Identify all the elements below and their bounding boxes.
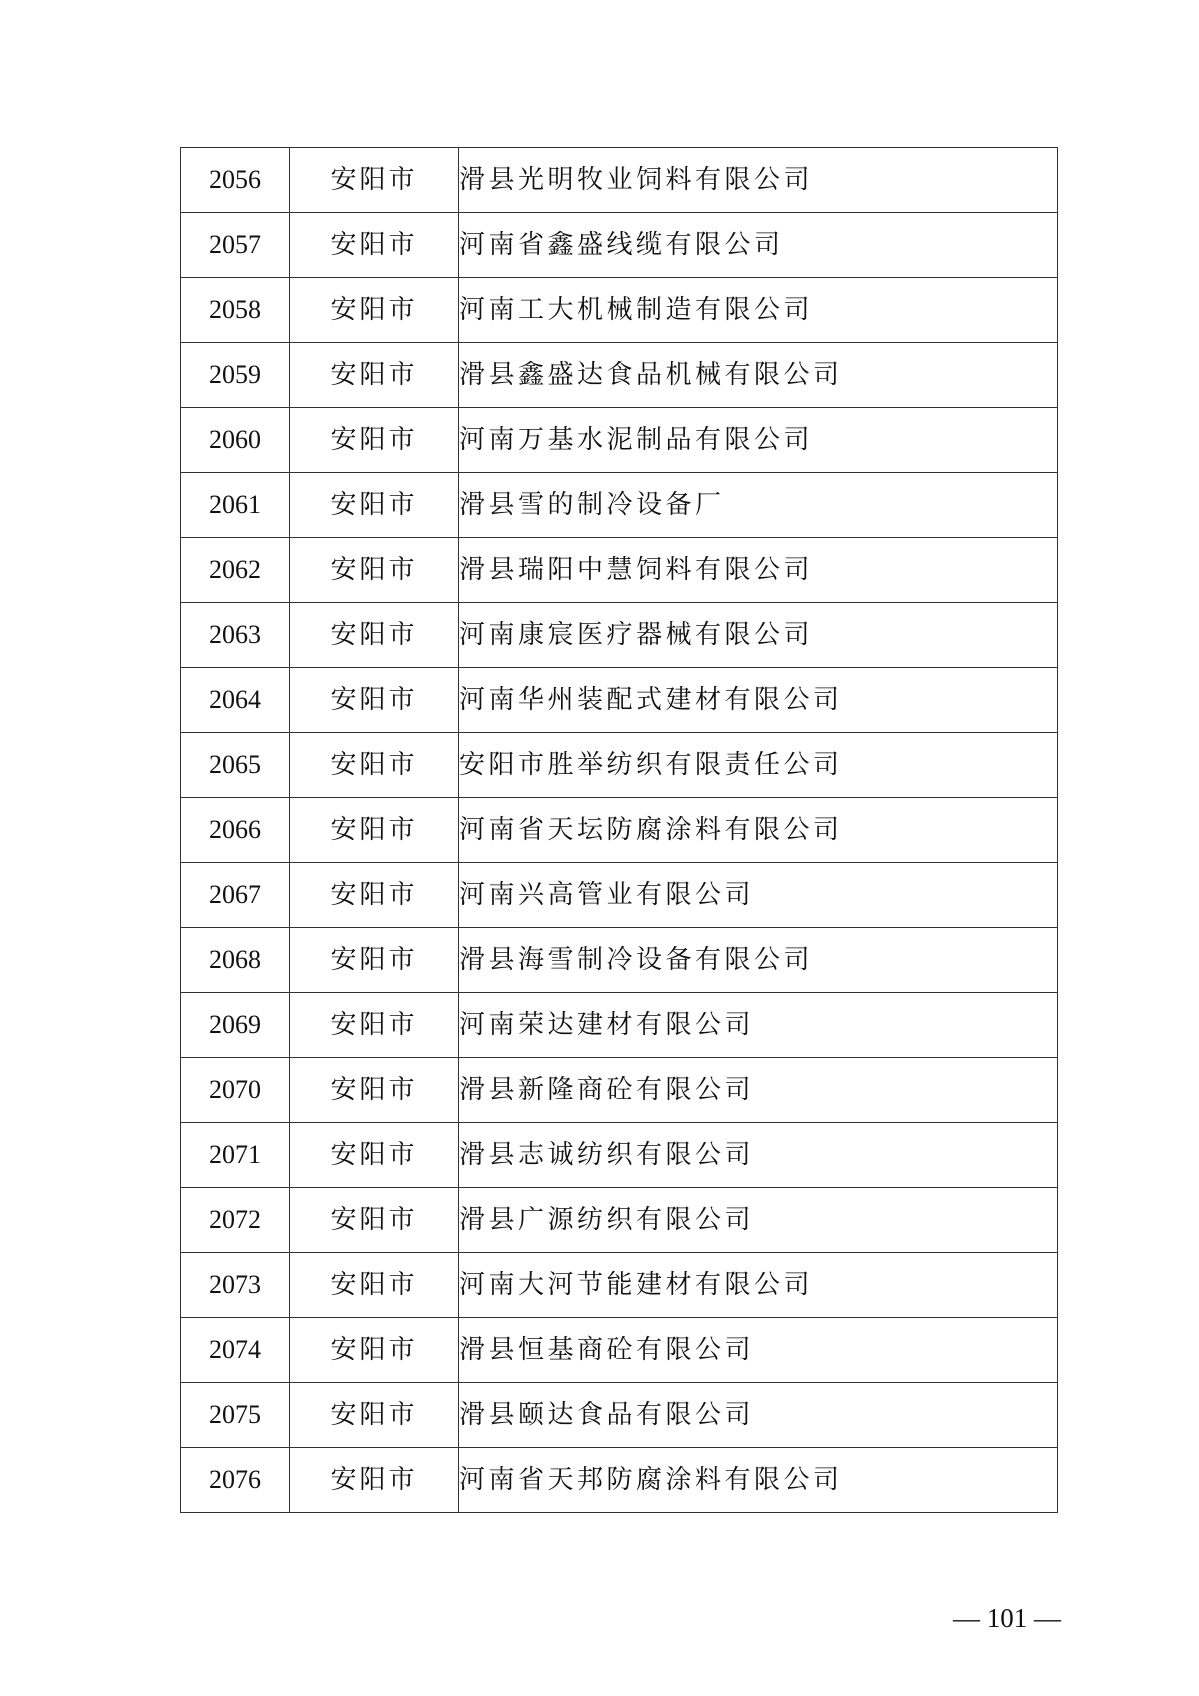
table-body <box>181 148 1058 1513</box>
table-row <box>181 733 1058 798</box>
table-row <box>181 1318 1058 1383</box>
row-number-cell: 2065 <box>181 733 290 798</box>
city-cell: 安阳市 <box>290 1123 459 1188</box>
city-cell: 安阳市 <box>290 993 459 1058</box>
table-row <box>181 148 1058 213</box>
city-cell: 安阳市 <box>290 408 459 473</box>
city-cell: 安阳市 <box>290 798 459 863</box>
table-row <box>181 1253 1058 1318</box>
city-cell: 安阳市 <box>290 1188 459 1253</box>
table-row <box>181 538 1058 603</box>
city-cell: 安阳市 <box>290 668 459 733</box>
row-number-cell: 2056 <box>181 148 290 213</box>
city-cell: 安阳市 <box>290 1318 459 1383</box>
table-row <box>181 1058 1058 1123</box>
table-row <box>181 213 1058 278</box>
city-cell: 安阳市 <box>290 1058 459 1123</box>
city-cell: 安阳市 <box>290 1383 459 1448</box>
table-row <box>181 278 1058 343</box>
table-row <box>181 1123 1058 1188</box>
row-number-cell: 2061 <box>181 473 290 538</box>
company-name-cell: 滑县鑫盛达食品机械有限公司 <box>459 343 1058 408</box>
company-name-cell: 滑县光明牧业饲料有限公司 <box>459 148 1058 213</box>
city-cell: 安阳市 <box>290 1253 459 1318</box>
city-cell: 安阳市 <box>290 863 459 928</box>
city-cell: 安阳市 <box>290 1448 459 1513</box>
row-number-cell: 2070 <box>181 1058 290 1123</box>
table-row <box>181 1188 1058 1253</box>
company-name-cell: 河南工大机械制造有限公司 <box>459 278 1058 343</box>
company-name-cell: 滑县颐达食品有限公司 <box>459 1383 1058 1448</box>
table-row <box>181 408 1058 473</box>
company-name-cell: 滑县瑞阳中慧饲料有限公司 <box>459 538 1058 603</box>
company-name-cell: 滑县新隆商砼有限公司 <box>459 1058 1058 1123</box>
table-row <box>181 928 1058 993</box>
row-number-cell: 2069 <box>181 993 290 1058</box>
table-row <box>181 863 1058 928</box>
row-number-cell: 2068 <box>181 928 290 993</box>
row-number-cell: 2060 <box>181 408 290 473</box>
city-cell: 安阳市 <box>290 343 459 408</box>
company-name-cell: 河南荣达建材有限公司 <box>459 993 1058 1058</box>
row-number-cell: 2067 <box>181 863 290 928</box>
table-row <box>181 668 1058 733</box>
row-number-cell: 2062 <box>181 538 290 603</box>
company-name-cell: 河南万基水泥制品有限公司 <box>459 408 1058 473</box>
city-cell: 安阳市 <box>290 733 459 798</box>
city-cell: 安阳市 <box>290 603 459 668</box>
city-cell: 安阳市 <box>290 928 459 993</box>
company-name-cell: 河南兴高管业有限公司 <box>459 863 1058 928</box>
city-cell: 安阳市 <box>290 213 459 278</box>
table-row <box>181 1448 1058 1513</box>
row-number-cell: 2059 <box>181 343 290 408</box>
row-number-cell: 2058 <box>181 278 290 343</box>
row-number-cell: 2063 <box>181 603 290 668</box>
table-row <box>181 343 1058 408</box>
row-number-cell: 2071 <box>181 1123 290 1188</box>
row-number-cell: 2072 <box>181 1188 290 1253</box>
row-number-cell: 2057 <box>181 213 290 278</box>
city-cell: 安阳市 <box>290 538 459 603</box>
company-name-cell: 滑县恒基商砼有限公司 <box>459 1318 1058 1383</box>
city-cell: 安阳市 <box>290 148 459 213</box>
company-name-cell: 河南省天坛防腐涂料有限公司 <box>459 798 1058 863</box>
city-cell: 安阳市 <box>290 278 459 343</box>
row-number-cell: 2064 <box>181 668 290 733</box>
company-name-cell: 滑县海雪制冷设备有限公司 <box>459 928 1058 993</box>
table-row <box>181 1383 1058 1448</box>
table-row <box>181 798 1058 863</box>
company-name-cell: 滑县雪的制冷设备厂 <box>459 473 1058 538</box>
company-name-cell: 河南大河节能建材有限公司 <box>459 1253 1058 1318</box>
row-number-cell: 2073 <box>181 1253 290 1318</box>
company-list-table <box>180 147 1058 1513</box>
row-number-cell: 2066 <box>181 798 290 863</box>
row-number-cell: 2075 <box>181 1383 290 1448</box>
company-name-cell: 河南康宸医疗器械有限公司 <box>459 603 1058 668</box>
city-cell: 安阳市 <box>290 473 459 538</box>
table-row <box>181 993 1058 1058</box>
company-name-cell: 安阳市胜举纺织有限责任公司 <box>459 733 1058 798</box>
row-number-cell: 2074 <box>181 1318 290 1383</box>
table-row <box>181 473 1058 538</box>
page-number: — 101 — <box>953 1603 1061 1633</box>
row-number-cell: 2076 <box>181 1448 290 1513</box>
table-row <box>181 603 1058 668</box>
company-name-cell: 滑县广源纺织有限公司 <box>459 1188 1058 1253</box>
company-name-cell: 河南省天邦防腐涂料有限公司 <box>459 1448 1058 1513</box>
company-name-cell: 滑县志诚纺织有限公司 <box>459 1123 1058 1188</box>
company-name-cell: 河南省鑫盛线缆有限公司 <box>459 213 1058 278</box>
company-name-cell: 河南华州装配式建材有限公司 <box>459 668 1058 733</box>
